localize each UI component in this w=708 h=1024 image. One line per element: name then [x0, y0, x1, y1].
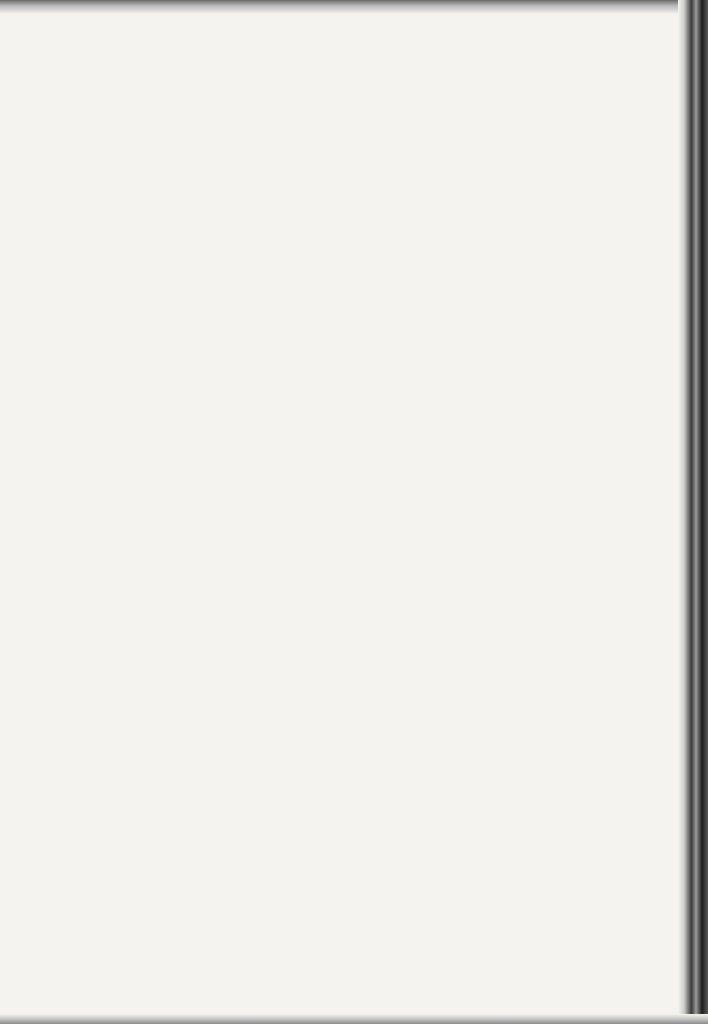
book-spine-edge: [678, 0, 708, 1024]
page-bottom-edge: [0, 1014, 708, 1024]
page-top-edge: [0, 0, 708, 14]
